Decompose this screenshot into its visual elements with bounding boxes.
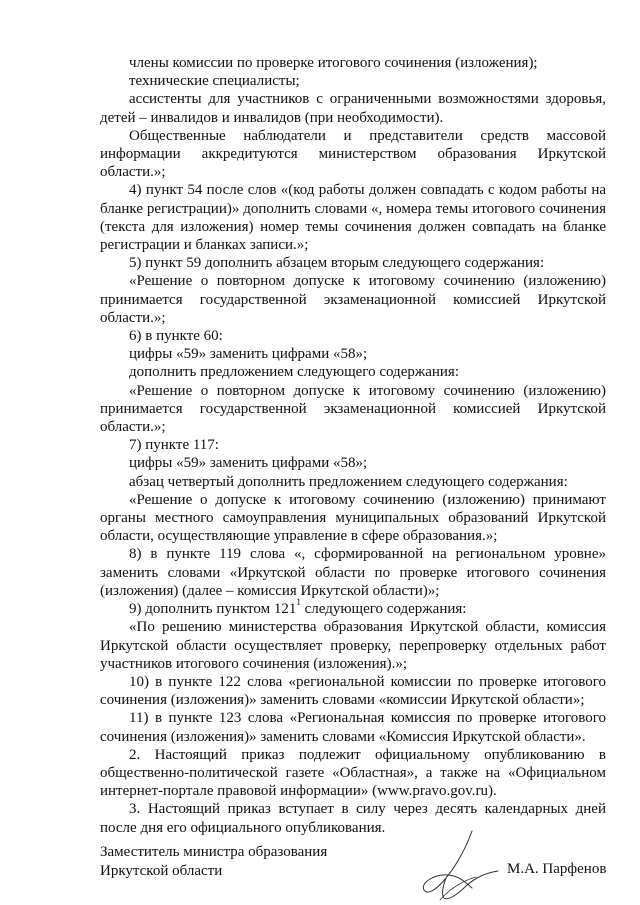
handwritten-signature xyxy=(410,828,520,903)
signatory-position xyxy=(100,843,327,880)
paragraph-16: 8) в пункте 119 слова «, сформированной на региональном уровне» заменить словами «Иркутской области по проверке итогового сочинения (изложения) (далее – комиссия Иркутской области)»; xyxy=(100,546,606,599)
paragraph-20: 11) в пункте 123 слова «Региональная комиссия по проверке итогового сочинения (изложения)» заменить словами «Комиссия Иркутской области». xyxy=(100,710,606,745)
paragraph-19: 10) в пункте 122 слова «региональной комиссии по проверке итогового сочинения (изложения)» заменить словами «комиссии Иркутской области»; xyxy=(100,673,606,709)
paragraph-13: цифры «59» заменить цифрами «58»; xyxy=(129,455,368,472)
paragraph-17 xyxy=(100,597,606,618)
paragraph-15: «Решение о допуске к итоговому сочинению (изложению) принимают органы местного самоуправления муниципальных образований Иркутской области, осуществляющие управление в сфере образования.»; xyxy=(100,491,606,545)
paragraph-3: ассистенты для участников с ограниченными возможностями здоровья, детей – инвалидов и инвалидов (при необходимости). xyxy=(100,91,606,126)
paragraph-8: 6) в пункте 60: xyxy=(129,328,223,345)
paragraph-5: 4) пункт 54 после слов «(код работы должен совпадать с кодом работы на бланке регистрации)» дополнить словами «, номера темы итогового сочинения (текста для изложения) номер темы сочинения должен совпадать на бланке регистрации и бланках записи.»; xyxy=(100,182,606,254)
p9-after: следующего содержания: xyxy=(300,601,467,618)
signatory-name: М.А. Парфенов xyxy=(507,861,607,877)
signatory-position-line2: Иркутской области xyxy=(100,862,223,879)
paragraph-1: члены комиссии по проверке итогового сочинения (изложения); xyxy=(129,55,538,71)
signatory-position-line1: Заместитель министра образования xyxy=(100,844,328,860)
paragraph-11: «Решение о повторном допуске к итоговому сочинению (изложению) принимается государственной экзаменационной комиссией Иркутской области.»; xyxy=(100,382,606,436)
paragraph-12: 7) пункте 117: xyxy=(129,437,219,454)
paragraph-21: 2. Настоящий приказ подлежит официальному опубликованию в общественно-политической газете «Областная», а также на «Официальном интернет-портале правовой информации» (www.pravo.gov.ru). xyxy=(100,746,606,800)
paragraph-2: технические специалисты; xyxy=(129,73,300,90)
paragraph-10: дополнить предложением следующего содержания: xyxy=(129,364,459,381)
p9-before: 9) дополнить пунктом 121 xyxy=(129,601,297,618)
paragraph-14: абзац четвертый дополнить предложением следующего содержания: xyxy=(129,473,568,490)
paragraph-22: 3. Настоящий приказ вступает в силу через десять календарных дней после дня его официального опубликования. xyxy=(100,801,606,836)
document-body xyxy=(100,54,606,837)
paragraph-9: цифры «59» заменить цифрами «58»; xyxy=(129,346,368,363)
paragraph-18: «По решению министерства образования Иркутской области, комиссия Иркутской области осуществляет проверку, перепроверку отдельных работ участников итогового сочинения (изложения).»; xyxy=(100,619,606,672)
paragraph-6: 5) пункт 59 дополнить абзацем вторым следующего содержания: xyxy=(129,255,545,272)
paragraph-4: Общественные наблюдатели и представители средств массовой информации аккредитуются министерством образования Иркутской области.»; xyxy=(100,127,606,181)
p9-superscript: 1 xyxy=(296,597,301,608)
paragraph-7: «Решение о повторном допуске к итоговому сочинению (изложению) принимается государственной экзаменационной комиссией Иркутской области.»; xyxy=(100,273,606,326)
